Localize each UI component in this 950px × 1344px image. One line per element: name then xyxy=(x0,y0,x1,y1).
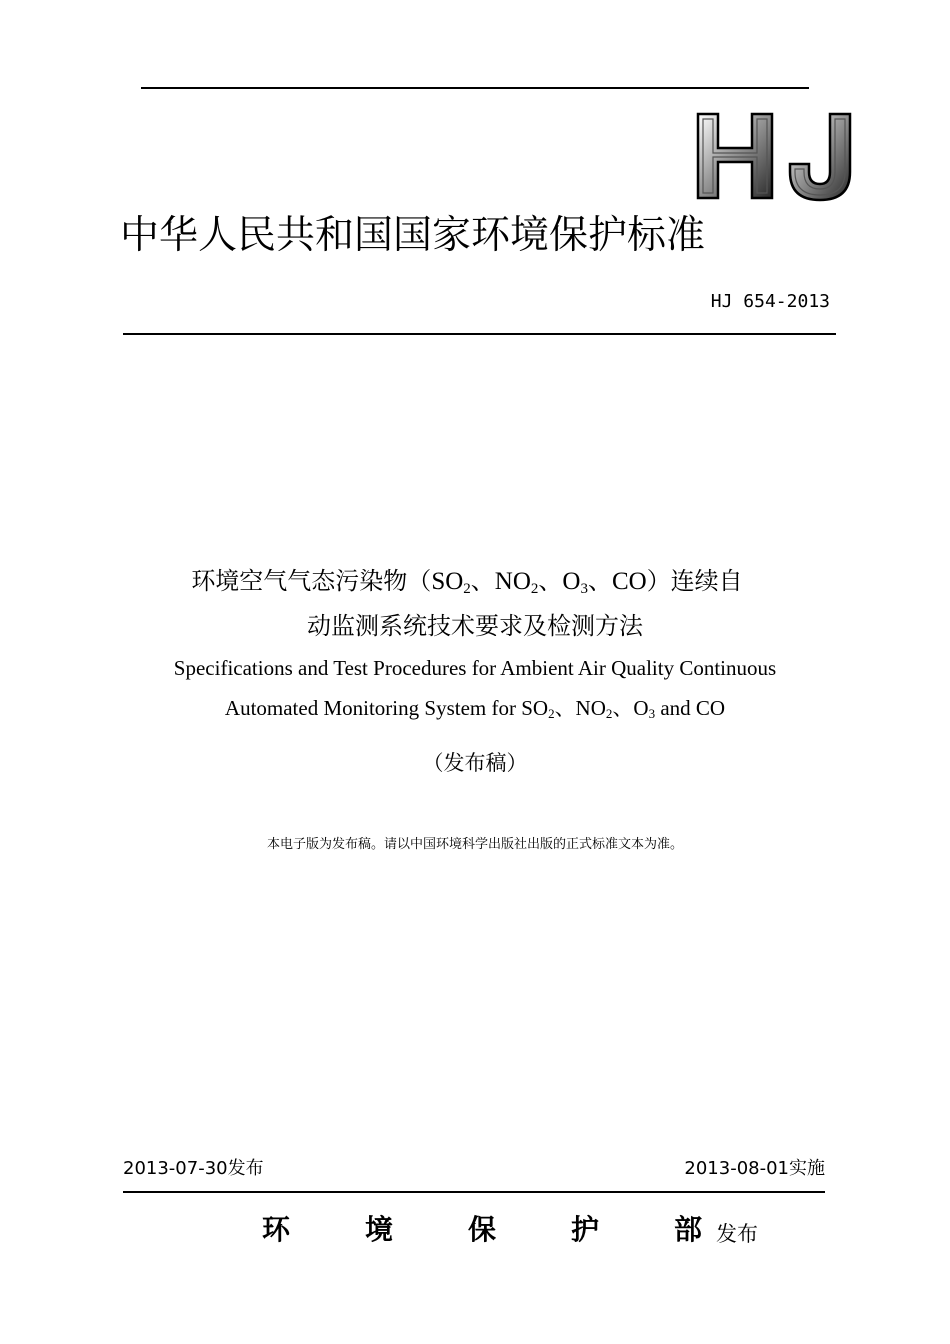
chinese-title-line-1 xyxy=(0,565,942,605)
publish-label: 发布 xyxy=(716,1222,758,1246)
chinese-title-line-2: 动监测系统技术要求及检测方法 xyxy=(307,612,643,640)
hj-logo xyxy=(692,110,856,202)
formula-subscript: 2 xyxy=(605,706,613,721)
publisher-name xyxy=(262,1210,702,1250)
footer-rule xyxy=(123,1191,825,1193)
issue-date: 2013-07-30发布 xyxy=(123,1158,264,1179)
formula-no2 xyxy=(495,568,539,595)
formula-co: CO xyxy=(611,568,647,595)
formula-subscript: 3 xyxy=(580,581,588,597)
effective-date: 2013-08-01实施 xyxy=(684,1158,825,1179)
chinese-title-text: ）连续自 xyxy=(646,567,743,595)
publisher-char: 护 xyxy=(570,1213,599,1246)
header-rule xyxy=(123,333,836,335)
formula-o3 xyxy=(562,568,588,595)
publisher-char: 部 xyxy=(673,1213,702,1246)
formula-so2 xyxy=(431,568,470,595)
formula-text: NO xyxy=(494,568,531,595)
standard-code: HJ 654-2013 xyxy=(710,291,830,312)
edition-notice: 本电子版为发布稿。请以中国环境科学出版社出版的正式标准文本为准。 xyxy=(266,837,683,852)
chinese-title-text: 环境空气气态污染物（ xyxy=(191,567,432,595)
publisher-char: 境 xyxy=(364,1213,393,1246)
top-rule xyxy=(141,87,809,89)
english-title-text: and CO xyxy=(655,696,726,720)
formula-text: O xyxy=(562,568,581,595)
english-title-line-2 xyxy=(0,694,950,728)
logo-letter-j xyxy=(790,114,850,200)
formula-subscript: 2 xyxy=(530,581,539,597)
standard-series-title: 中华人民共和国国家环境保护标准 xyxy=(120,213,706,258)
publisher-char: 环 xyxy=(262,1213,291,1246)
separator: 、 xyxy=(538,567,563,595)
draft-label: （发布稿） xyxy=(422,751,528,775)
english-title-line-1: Specifications and Test Procedures for Ambient Air Quality Continuous xyxy=(173,656,777,680)
formula-subscript: 2 xyxy=(548,706,555,721)
english-title-text: 、NO xyxy=(554,696,606,720)
formula-subscript: 2 xyxy=(463,581,471,597)
separator: 、 xyxy=(587,567,612,595)
formula-text: SO xyxy=(431,568,464,595)
logo-letter-h xyxy=(698,114,772,198)
english-title-text: Automated Monitoring System for SO xyxy=(224,696,549,720)
formula-subscript: 3 xyxy=(648,706,656,721)
english-title-text: 、O xyxy=(612,696,649,720)
separator: 、 xyxy=(470,567,495,595)
publisher-char: 保 xyxy=(467,1213,496,1246)
